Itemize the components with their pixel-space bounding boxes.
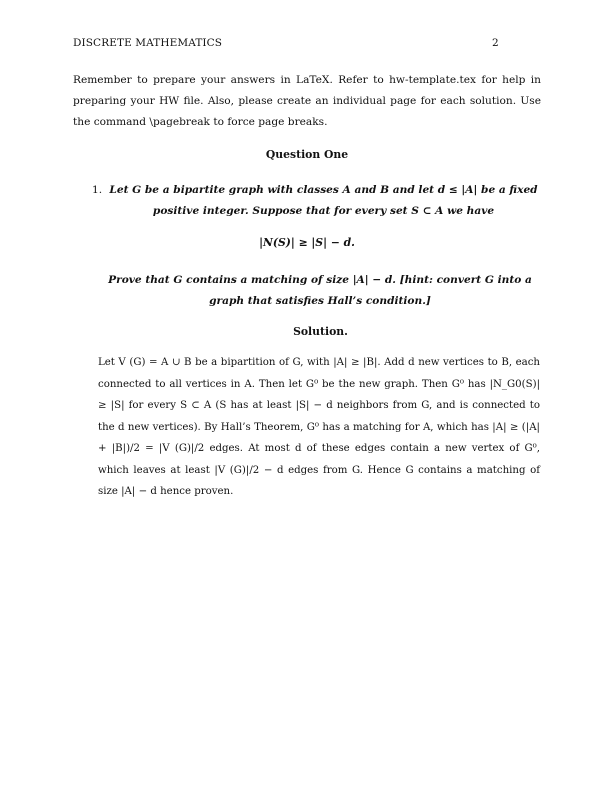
page-header bbox=[73, 37, 543, 51]
question-number: 1. bbox=[92, 184, 103, 196]
solution-text: Let V (G) = A ∪ B be a bipartition of G, with |A| ≥ |B|. Add d new vertices to B, each connected to all vertices in A. Then let G⁰ be the new graph. Then G⁰ has |N_G0(S)| ≥ |S| for every S ⊂ A (S has at least |S| − d neighbors from G, and is connected to the d new vertices). By Hall’s Theorem, G⁰ has a matching for A, which has |A| ≥ (|A| + |B|)/2 = |V (G)|/2 edges. At most d of these edges contain a new vertex of G⁰, which leaves at least |V (G)|/2 − d edges from G. Hence G contains a matching of size |A| − d hence proven. bbox=[98, 357, 540, 497]
solution-title: Solution. bbox=[293, 325, 348, 338]
page-number: 2 bbox=[492, 37, 499, 49]
question-title: Question One bbox=[265, 148, 349, 161]
intro-paragraph: Remember to prepare your answers in LaTeX. Refer to hw-template.tex for help in preparing your HW file. Also, please create an individual page for each solution. Use the command \pagebreak to force page breaks. bbox=[73, 74, 541, 128]
question-prove: Prove that G contains a matching of size |A| − d. [hint: convert G into a graph that satisfies Hall’s condition.] bbox=[108, 274, 532, 307]
question-item bbox=[92, 180, 540, 222]
question-statement: Let G be a bipartite graph with classes A and B and let d ≤ |A| be a fixed positive integer. Suppose that for every set S ⊂ A we have bbox=[109, 184, 538, 217]
header-title: DISCRETE MATHEMATICS bbox=[73, 37, 223, 49]
question-formula: |N(S)| ≥ |S| − d. bbox=[259, 236, 355, 249]
